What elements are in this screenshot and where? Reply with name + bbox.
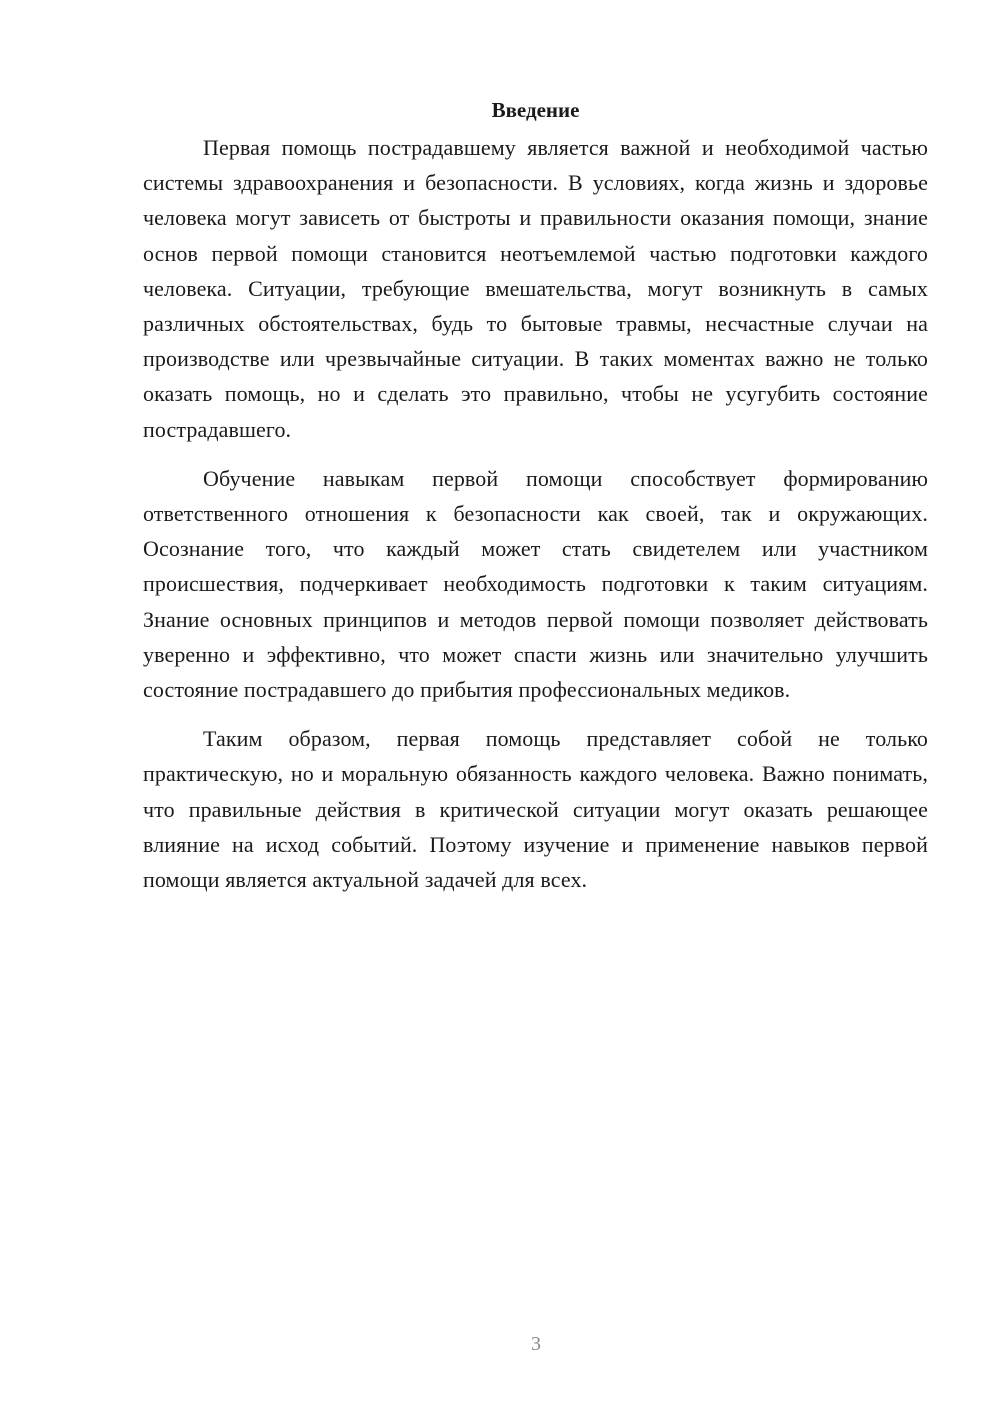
page-number: 3 xyxy=(531,1333,541,1355)
section-title: Введение xyxy=(491,98,580,122)
paragraph-2: Обучение навыкам первой помощи способствует формированию ответственного отношения к безопасности как своей, так и окружающих. Осознание того, что каждый может стать свидетелем или участником происшествия, подчеркивает необходимость подготовки к таким ситуациям. Знание основных принципов и методов первой помощи позволяет действовать уверенно и эффективно, что может спасти жизнь или значительно улучшить состояние пострадавшего до прибытия профессиональных медиков. xyxy=(143,465,928,703)
paragraph-1: Первая помощь пострадавшему является важной и необходимой частью системы здравоохранения и безопасности. В условиях, когда жизнь и здоровье человека могут зависеть от быстроты и правильности оказания помощи, знание основ первой помощи становится неотъемлемой частью подготовки каждого человека. Ситуации, требующие вмешательства, могут возникнуть в самых различных обстоятельствах, будь то бытовые травмы, несчастные случаи на производстве или чрезвычайные ситуации. В таких моментах важно не только оказать помощь, но и сделать это правильно, чтобы не усугубить состояние пострадавшего. xyxy=(143,135,928,442)
paragraph-3: Таким образом, первая помощь представляет собой не только практическую, но и моральную обязанность каждого человека. Важно понимать, что правильные действия в критической ситуации могут оказать решающее влияние на исход событий. Поэтому изучение и применение навыков первой помощи является актуальной задачей для всех. xyxy=(143,726,928,893)
document-body xyxy=(143,94,928,911)
